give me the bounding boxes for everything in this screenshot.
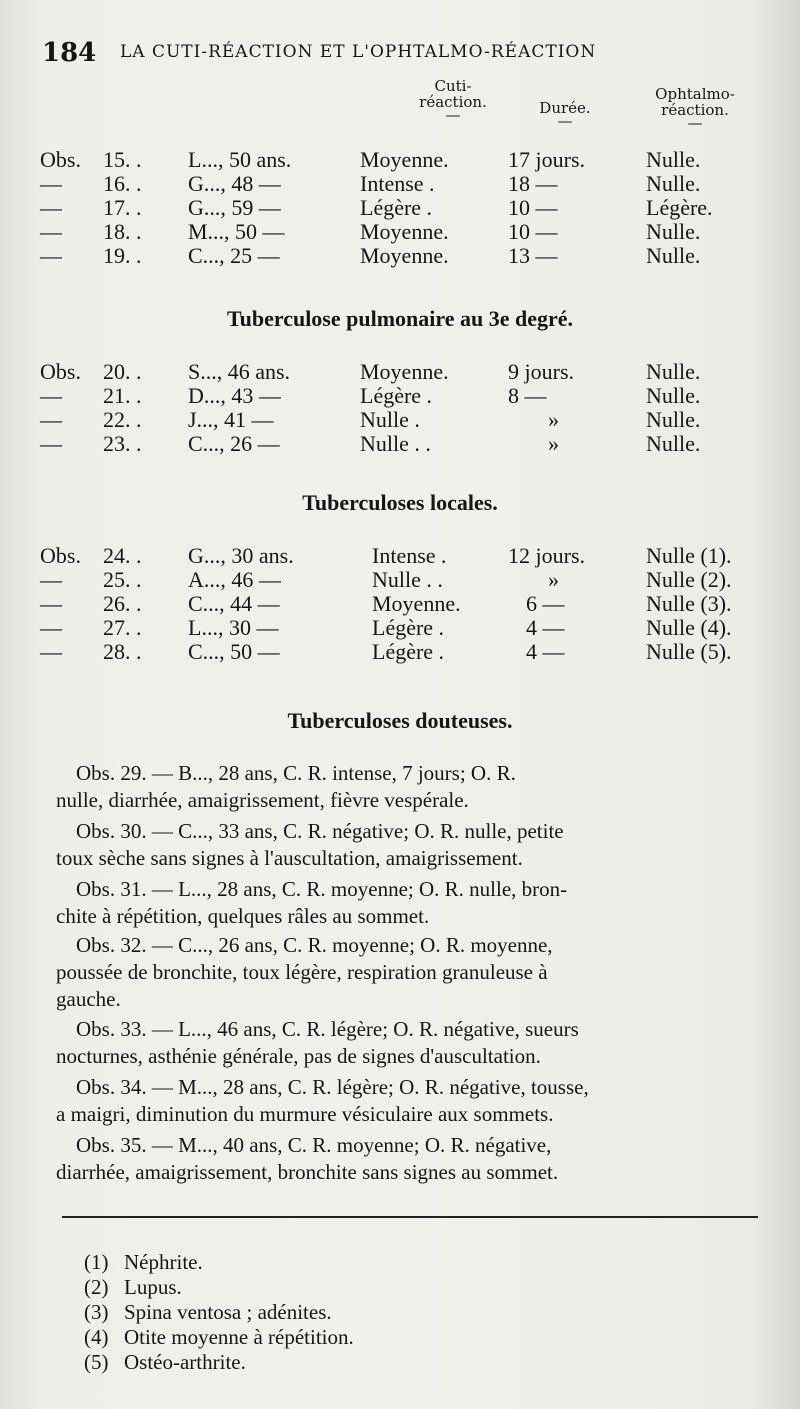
ophtalmo-value: Nulle (2). [646, 567, 732, 592]
cuti-value: Moyenne. [372, 591, 461, 616]
paragraph-line: Obs. 35. — M..., 40 ans, C. R. moyenne; O. R. négative, [76, 1133, 552, 1157]
table-row [40, 219, 760, 243]
duree-value: » [548, 567, 559, 592]
footnote [84, 1325, 354, 1350]
footnote-text: Ostéo-arthrite. [124, 1350, 246, 1374]
footnote [84, 1300, 332, 1325]
observation-paragraph [56, 932, 756, 1013]
patient: M..., 50 — [188, 219, 285, 244]
obs-number: 23. . [103, 431, 142, 456]
obs-number: 18. . [103, 219, 142, 244]
column-header-ophtalmo-line2: réaction. [661, 101, 729, 119]
patient: G..., 30 ans. [188, 543, 294, 568]
footnote-number: (4) [84, 1325, 109, 1349]
patient: C..., 26 — [188, 431, 280, 456]
observation-paragraph [56, 1016, 756, 1070]
cuti-value: Nulle . [360, 407, 420, 432]
column-header-duree [520, 99, 610, 130]
cuti-value: Moyenne. [360, 147, 449, 172]
patient: C..., 50 — [188, 639, 280, 664]
duree-value: 6 — [526, 591, 565, 616]
ophtalmo-value: Nulle. [646, 383, 701, 408]
paragraph-line: Obs. 32. — C..., 26 ans, C. R. moyenne; O. R. moyenne, [76, 933, 553, 957]
obs-number: 16. . [103, 171, 142, 196]
paragraph-line: chite à répétition, quelques râles au sommet. [56, 904, 430, 928]
duree-value: » [548, 431, 559, 456]
table-row [40, 171, 760, 195]
patient: S..., 46 ans. [188, 359, 291, 384]
obs-number: 20. . [103, 359, 142, 384]
obs-label: — [40, 171, 62, 196]
cuti-value: Nulle . . [372, 567, 443, 592]
obs-number: 17. . [103, 195, 142, 220]
paragraph-line: a maigri, diminution du murmure vésiculaire aux sommets. [56, 1102, 554, 1126]
cuti-value: Intense . [372, 543, 447, 568]
cuti-value: Légère . [360, 195, 433, 220]
ophtalmo-value: Nulle. [646, 147, 701, 172]
paragraph-line: toux sèche sans signes à l'auscultation, amaigrissement. [56, 846, 523, 870]
patient: J..., 41 — [188, 407, 274, 432]
obs-number: 24. . [103, 543, 142, 568]
table-row [40, 543, 760, 567]
column-header-ophtalmo-line1: Ophtalmo- [655, 85, 735, 103]
column-dash: — [687, 114, 703, 132]
column-header-cuti-line2: réaction. [419, 93, 487, 111]
obs-label: Obs. [40, 147, 81, 172]
ophtalmo-value: Nulle. [646, 243, 701, 268]
paragraph-line: diarrhée, amaigrissement, bronchite sans signes au sommet. [56, 1160, 559, 1184]
section-title-douteuses: Tuberculoses douteuses. [287, 708, 513, 733]
duree-value: 17 jours. [508, 147, 585, 172]
running-title: LA CUTI-RÉACTION ET L'OPHTALMO-RÉACTION [120, 42, 597, 62]
duree-value: 9 jours. [508, 359, 574, 384]
obs-number: 15. . [103, 147, 142, 172]
obs-number: 21. . [103, 383, 142, 408]
observation-paragraph [56, 1132, 756, 1186]
page-number: 184 [42, 38, 97, 68]
duree-value: 18 — [508, 171, 558, 196]
footnote-text: Otite moyenne à répétition. [124, 1325, 354, 1349]
paragraph-line: gauche. [56, 987, 121, 1011]
patient: C..., 44 — [188, 591, 280, 616]
cuti-value: Moyenne. [360, 359, 449, 384]
footnote-text: Spina ventosa ; adénites. [124, 1300, 332, 1324]
ophtalmo-value: Nulle (4). [646, 615, 732, 640]
duree-value: 12 jours. [508, 543, 585, 568]
paragraph-line: nulle, diarrhée, amaigrissement, fièvre vespérale. [56, 788, 469, 812]
section-title-pulmonaire: Tuberculose pulmonaire au 3e degré. [226, 306, 574, 331]
ophtalmo-value: Nulle. [646, 431, 701, 456]
obs-label: Obs. [40, 543, 81, 568]
table-row [40, 195, 760, 219]
duree-value: 10 — [508, 219, 558, 244]
patient: D..., 43 — [188, 383, 281, 408]
table-row [40, 147, 760, 171]
paragraph-line: poussée de bronchite, toux légère, respiration granuleuse à [56, 960, 548, 984]
table-row [40, 567, 760, 591]
duree-value: 8 — [508, 383, 547, 408]
table-row [40, 383, 760, 407]
obs-number: 25. . [103, 567, 142, 592]
paragraph-line: Obs. 33. — L..., 46 ans, C. R. légère; O. R. négative, sueurs [76, 1017, 579, 1041]
column-dash: — [557, 112, 573, 130]
observation-paragraph [56, 760, 756, 814]
footnote [84, 1275, 182, 1300]
cuti-value: Intense . [360, 171, 435, 196]
table-row [40, 591, 760, 615]
patient: C..., 25 — [188, 243, 280, 268]
cuti-value: Légère . [372, 639, 445, 664]
obs-number: 26. . [103, 591, 142, 616]
footnote-number: (3) [84, 1300, 109, 1324]
obs-label: — [40, 639, 62, 664]
footnote-number: (2) [84, 1275, 109, 1299]
paragraph-line: nocturnes, asthénie générale, pas de signes d'auscultation. [56, 1044, 541, 1068]
patient: L..., 30 — [188, 615, 279, 640]
section-title-locales: Tuberculoses locales. [302, 490, 498, 515]
obs-label: — [40, 591, 62, 616]
ophtalmo-value: Nulle (1). [646, 543, 732, 568]
table-row [40, 639, 760, 663]
footnote [84, 1350, 246, 1375]
observation-paragraph [56, 1074, 756, 1128]
cuti-value: Nulle . . [360, 431, 431, 456]
footnote [84, 1250, 203, 1275]
obs-label: Obs. [40, 359, 81, 384]
observation-paragraph [56, 876, 756, 930]
obs-number: 22. . [103, 407, 142, 432]
obs-number: 19. . [103, 243, 142, 268]
column-header-duree-label: Durée. [539, 99, 591, 117]
duree-value: 10 — [508, 195, 558, 220]
footnote-text: Lupus. [124, 1275, 182, 1299]
duree-value: 13 — [508, 243, 558, 268]
ophtalmo-value: Nulle (3). [646, 591, 732, 616]
patient: G..., 48 — [188, 171, 281, 196]
obs-label: — [40, 567, 62, 592]
ophtalmo-value: Légère. [646, 195, 713, 220]
obs-label: — [40, 615, 62, 640]
table-row [40, 431, 760, 455]
footnote-text: Néphrite. [124, 1250, 203, 1274]
ophtalmo-value: Nulle. [646, 359, 701, 384]
ophtalmo-value: Nulle (5). [646, 639, 732, 664]
column-header-cuti-line1: Cuti- [434, 77, 472, 95]
obs-label: — [40, 219, 62, 244]
footnote-divider [62, 1216, 758, 1218]
paragraph-line: Obs. 31. — L..., 28 ans, C. R. moyenne; O. R. nulle, bron- [76, 877, 568, 901]
cuti-value: Moyenne. [360, 243, 449, 268]
paragraph-line: Obs. 29. — B..., 28 ans, C. R. intense, 7 jours; O. R. [76, 761, 516, 785]
table-row [40, 615, 760, 639]
cuti-value: Moyenne. [360, 219, 449, 244]
obs-label: — [40, 195, 62, 220]
patient: A..., 46 — [188, 567, 281, 592]
footnote-number: (1) [84, 1250, 109, 1274]
obs-label: — [40, 243, 62, 268]
ophtalmo-value: Nulle. [646, 171, 701, 196]
table-row [40, 359, 760, 383]
obs-label: — [40, 431, 62, 456]
ophtalmo-value: Nulle. [646, 219, 701, 244]
column-dash: — [445, 106, 461, 124]
patient: G..., 59 — [188, 195, 281, 220]
column-header-cuti [398, 77, 508, 124]
paragraph-line: Obs. 34. — M..., 28 ans, C. R. légère; O. R. négative, tousse, [76, 1075, 589, 1099]
cuti-value: Légère . [360, 383, 433, 408]
cuti-value: Légère . [372, 615, 445, 640]
duree-value: 4 — [526, 615, 565, 640]
observation-paragraph [56, 818, 756, 872]
ophtalmo-value: Nulle. [646, 407, 701, 432]
obs-number: 27. . [103, 615, 142, 640]
footnote-number: (5) [84, 1350, 109, 1374]
paragraph-line: Obs. 30. — C..., 33 ans, C. R. négative; O. R. nulle, petite [76, 819, 564, 843]
duree-value: 4 — [526, 639, 565, 664]
duree-value: » [548, 407, 559, 432]
column-header-ophtalmo [640, 85, 750, 132]
obs-number: 28. . [103, 639, 142, 664]
table-row [40, 243, 760, 267]
table-row [40, 407, 760, 431]
obs-label: — [40, 407, 62, 432]
patient: L..., 50 ans. [188, 147, 292, 172]
obs-label: — [40, 383, 62, 408]
